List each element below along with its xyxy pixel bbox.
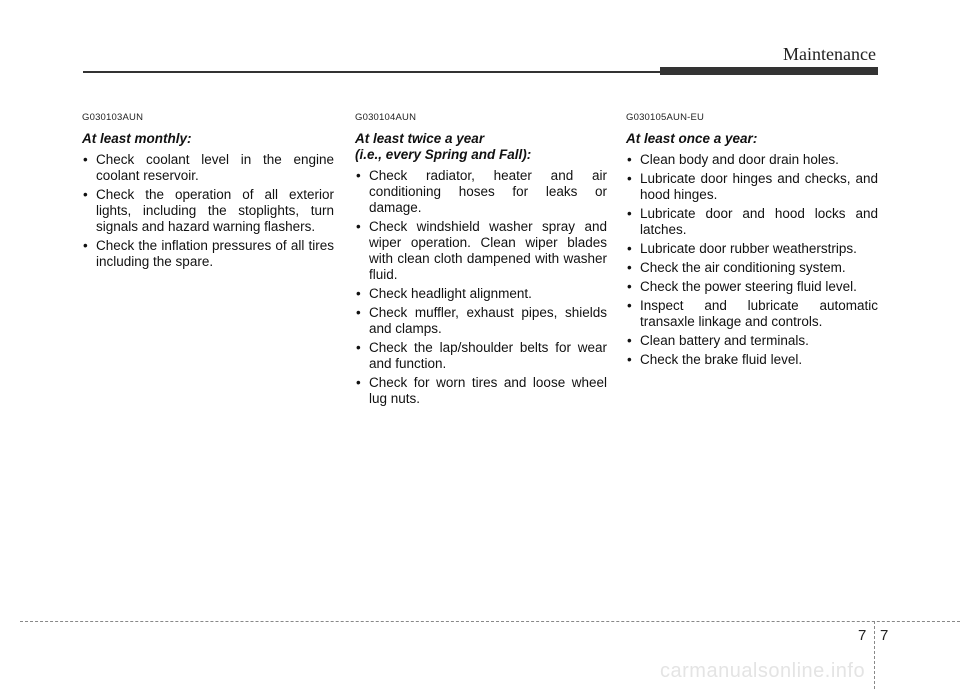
- section-heading: At least once a year:: [626, 131, 758, 146]
- list-item: • Lubricate door and hood locks and latches.: [626, 206, 878, 238]
- list-item: • Check the lap/shoulder belts for wear and function.: [355, 340, 607, 372]
- section-heading: [355, 131, 607, 163]
- header-rule-thin: [83, 71, 665, 73]
- section-heading-line1: At least twice a year: [355, 131, 485, 146]
- list-item: • Check the inflation pressures of all tires including the spare.: [82, 238, 334, 270]
- list-item: • Check headlight alignment.: [355, 286, 607, 302]
- list-item: • Inspect and lubricate automatic transaxle linkage and controls.: [626, 298, 878, 330]
- section-heading-line2: (i.e., every Spring and Fall):: [355, 147, 532, 162]
- checklist: [82, 152, 334, 270]
- section-code: G030103AUN: [82, 112, 144, 123]
- list-item: • Lubricate door rubber weatherstrips.: [626, 241, 878, 257]
- footer-divider: [20, 621, 960, 622]
- section-code: G030105AUN-EU: [626, 112, 705, 123]
- list-item: • Check the brake fluid level.: [626, 352, 878, 368]
- footer-vertical-divider: [874, 621, 875, 689]
- list-item: • Check for worn tires and loose wheel lug nuts.: [355, 375, 607, 407]
- header-title: Maintenance: [783, 44, 876, 64]
- list-item: • Check the power steering fluid level.: [626, 279, 878, 295]
- chapter-number: 7: [858, 627, 867, 644]
- list-item: • Check windshield washer spray and wiper operation. Clean wiper blades with clean cloth dampened with washer fluid.: [355, 219, 607, 283]
- list-item: • Lubricate door hinges and checks, and hood hinges.: [626, 171, 878, 203]
- section-heading: At least monthly:: [82, 131, 192, 146]
- section-twice-yearly: [355, 110, 607, 410]
- page-number: 7: [880, 627, 889, 644]
- list-item: • Check the operation of all exterior lights, including the stoplights, turn signals and hazard warning flashers.: [82, 187, 334, 235]
- list-item: • Clean battery and terminals.: [626, 333, 878, 349]
- section-code: G030104AUN: [355, 112, 417, 123]
- list-item: • Check radiator, heater and air conditioning hoses for leaks or damage.: [355, 168, 607, 216]
- list-item: • Clean body and door drain holes.: [626, 152, 878, 168]
- section-yearly: [626, 110, 878, 371]
- header-rule-thick: [660, 67, 878, 75]
- checklist: [626, 152, 878, 368]
- section-monthly: [82, 110, 334, 273]
- list-item: • Check muffler, exhaust pipes, shields and clamps.: [355, 305, 607, 337]
- checklist: [355, 168, 607, 407]
- watermark: carmanualsonline.info: [660, 660, 866, 682]
- list-item: • Check the air conditioning system.: [626, 260, 878, 276]
- list-item: • Check coolant level in the engine coolant reservoir.: [82, 152, 334, 184]
